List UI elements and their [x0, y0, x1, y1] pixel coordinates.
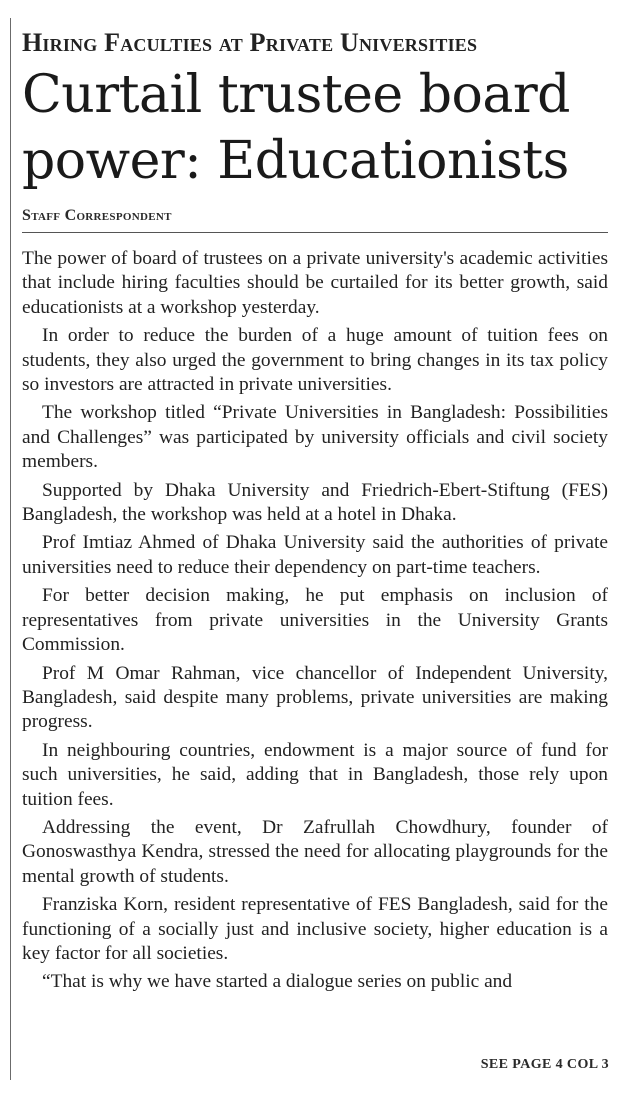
continued-on-page-link[interactable]: SEE PAGE 4 COL 3: [480, 1057, 609, 1072]
article-paragraph: In neighbouring countries, endowment is a major source of fund for such universities, he said, adding that in Bangladesh, those rely upon tuition fees.: [22, 739, 608, 810]
article-paragraph: Prof Imtiaz Ahmed of Dhaka University said the authorities of private universities need to reduce their dependency on part-time teachers.: [22, 532, 608, 578]
byline-divider: [22, 232, 608, 233]
article-paragraph: Addressing the event, Dr Zafrullah Chowdhury, founder of Gonoswasthya Kendra, stressed the need for allocating playgrounds for the mental growth of students.: [22, 816, 608, 887]
article-kicker: Hiring Faculties at Private Universities: [22, 28, 478, 57]
article-paragraph: “That is why we have started a dialogue series on public and: [42, 971, 513, 993]
article-paragraph: For better decision making, he put emphasis on inclusion of representatives from private universities in the University Grants Commission.: [22, 585, 608, 656]
article-paragraph: The workshop titled “Private Universities in Bangladesh: Possibilities and Challenges” was participated by university officials and civil society members.: [22, 402, 608, 473]
article-paragraph: Supported by Dhaka University and Friedrich-Ebert-Stiftung (FES) Bangladesh, the workshop was held at a hotel in Dhaka.: [22, 479, 608, 526]
column-rule: [10, 18, 11, 1080]
article-paragraph: Franziska Korn, resident representative of FES Bangladesh, said for the functioning of a socially just and inclusive society, higher education is a key factor for all societies.: [22, 894, 608, 964]
article-paragraph: The power of board of trustees on a private university's academic activities that include hiring faculties should be curtailed for its better growth, said educationists at a workshop yesterday.: [22, 248, 608, 318]
article-headline: Curtail trustee board power: Educationists: [22, 65, 570, 191]
article-byline: Staff Correspondent: [22, 207, 172, 224]
article-paragraph: Prof M Omar Rahman, vice chancellor of Independent University, Bangladesh, said despite many problems, private universities are making progress.: [22, 662, 608, 733]
article-body: [22, 247, 608, 995]
news-article: [22, 26, 612, 999]
article-paragraph: In order to reduce the burden of a huge amount of tuition fees on students, they also urged the government to bring changes in its tax policy so investors are attracted in private universities.: [22, 325, 608, 396]
